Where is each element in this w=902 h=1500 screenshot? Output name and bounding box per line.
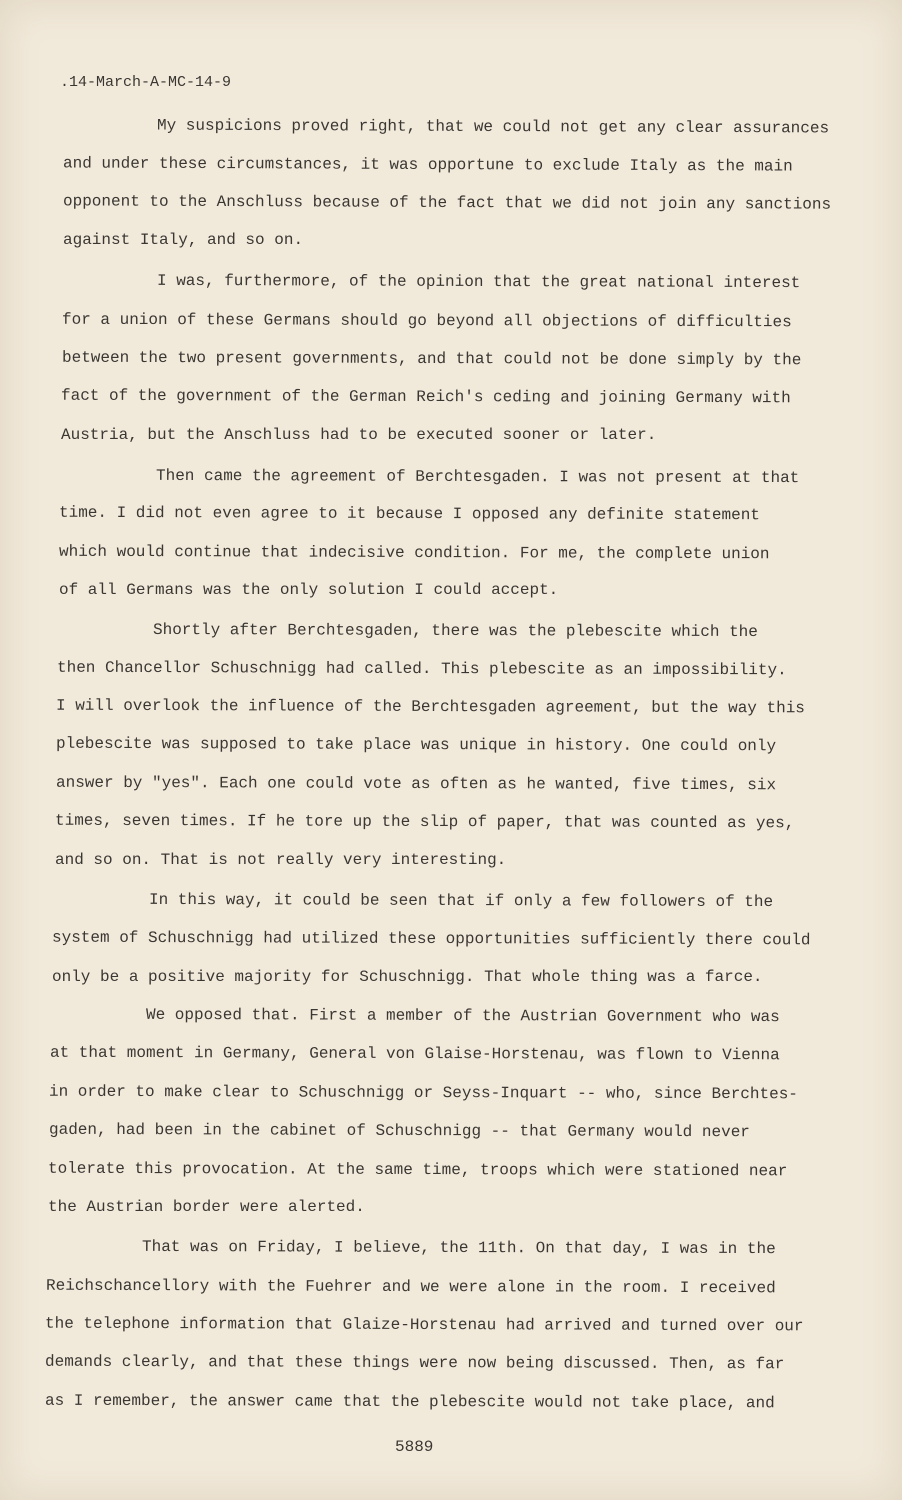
text-line: My suspicions proved right, that we could not get any clear assurances	[156, 116, 830, 138]
document-reference: .14-March-A-MC-14-9	[60, 74, 232, 91]
text-line: tolerate this provocation. At the same time, troops which were stationed near	[47, 1159, 788, 1181]
text-line: the telephone information that Glaize-Horstenau had arrived and turned over our	[44, 1314, 804, 1336]
text-line: Then came the agreement of Berchtesgaden. I was not present at that	[155, 466, 800, 488]
text-line: That was on Friday, I believe, the 11th. On that day, I was in the	[141, 1237, 776, 1259]
text-line: I will overlook the influence of the Berchtesgaden agreement, but the way this	[55, 696, 805, 718]
text-line: In this way, it could be seen that if only a few followers of the	[148, 890, 774, 912]
page-number: 5889	[395, 1438, 434, 1456]
text-line: of all Germans was the only solution I could accept.	[59, 581, 559, 599]
text-line: the Austrian border were alerted.	[48, 1198, 365, 1216]
text-line: We opposed that. First a member of the Austrian Government who was	[145, 1005, 780, 1027]
text-line: gaden, had been in the cabinet of Schuschnigg -- that Germany would never	[48, 1120, 750, 1142]
text-line: between the two present governments, and that could not be done simply by the	[61, 348, 802, 370]
text-line: I was, furthermore, of the opinion that the great national interest	[156, 271, 801, 293]
text-line: times, seven times. If he tore up the slip of paper, that was counted as yes,	[54, 811, 795, 833]
text-line: fact of the government of the German Reich's ceding and joining Germany with	[60, 386, 791, 408]
text-line: and so on. That is not really very interesting.	[55, 851, 507, 869]
text-line: at that moment in Germany, General von Glaise-Horstenau, was flown to Vienna	[49, 1043, 780, 1065]
text-line: Shortly after Berchtesgaden, there was the plebescite which the	[152, 620, 758, 642]
text-line: Reichschancellory with the Fuehrer and we were alone in the room. I received	[45, 1276, 776, 1298]
text-line: which would continue that indecisive condition. For me, the complete union	[58, 542, 770, 564]
text-line: against Italy, and so on.	[63, 231, 304, 249]
text-line: and under these circumstances, it was opportune to exclude Italy as the main	[62, 154, 793, 176]
text-line: demands clearly, and that these things were now being discussed. Then, as far	[44, 1352, 785, 1374]
text-line: time. I did not even agree to it because I opposed any definite statement	[58, 503, 760, 525]
text-line: as I remember, the answer came that the plebescite would not take place, and	[44, 1391, 775, 1413]
text-line: in order to make clear to Schuschnigg or Seyss-Inquart -- who, since Berchtes-	[48, 1082, 798, 1104]
text-line: then Chancellor Schuschnigg had called. This plebescite as an impossibility.	[56, 658, 787, 680]
text-line: for a union of these Germans should go beyond all objections of difficulties	[61, 310, 792, 332]
text-line: opponent to the Anschluss because of the fact that we did not join any sanctions	[62, 192, 832, 214]
text-line: system of Schuschnigg had utilized these opportunities sufficiently there could	[51, 928, 811, 950]
text-line: Austria, but the Anschluss had to be executed sooner or later.	[61, 426, 657, 444]
text-line: answer by "yes". Each one could vote as often as he wanted, five times, six	[55, 773, 777, 795]
text-line: plebescite was supposed to take place was unique in history. One could only	[55, 734, 777, 756]
text-line: only be a positive majority for Schuschnigg. That whole thing was a farce.	[52, 968, 763, 986]
